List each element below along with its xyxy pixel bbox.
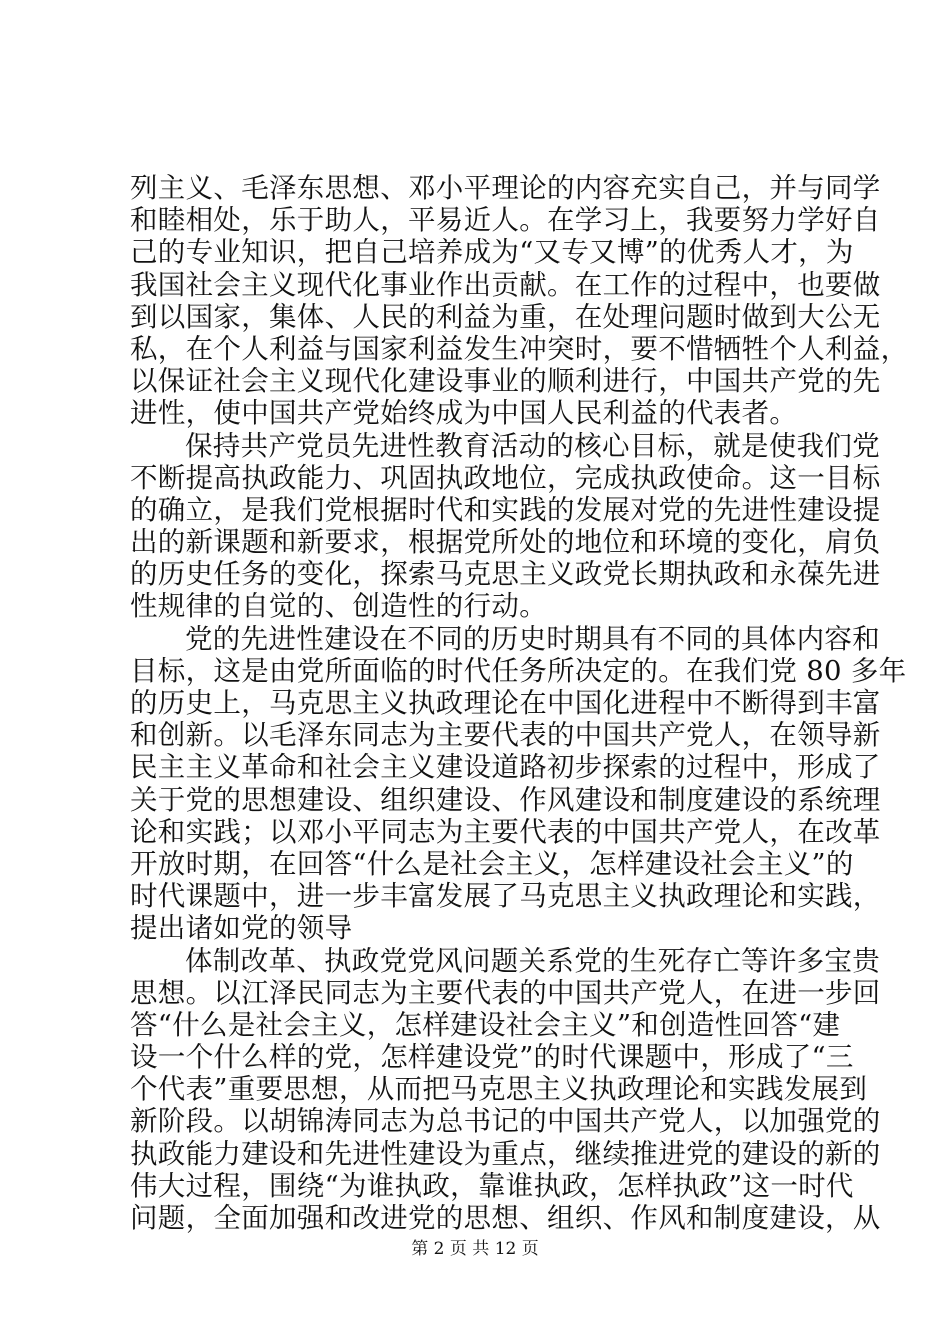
text-line: 提出诸如党的领导 bbox=[130, 912, 353, 945]
paragraph-3 bbox=[130, 622, 907, 945]
text-line: 的确立，是我们党根据时代和实践的发展对党的先进性建设提 bbox=[130, 493, 881, 526]
body-text bbox=[130, 172, 909, 1234]
text-line: 的历史上，马克思主义执政理论在中国化进程中不断得到丰富 bbox=[130, 687, 881, 719]
text-line: 答“什么是社会主义，怎样建设社会主义”和创造性回答“建 bbox=[130, 1008, 841, 1041]
text-line: 体制改革、执政党党风问题关系党的生死存亡等许多宝贵 bbox=[185, 944, 880, 977]
text-line: 设一个什么样的党，怎样建设党”的时代课题中，形成了“三 bbox=[130, 1041, 854, 1074]
text-line: 以保证社会主义现代化建设事业的顺利进行，中国共产党的先 bbox=[130, 365, 881, 398]
text-line: 关于党的思想建设、组织建设、作风建设和制度建设的系统理 bbox=[130, 783, 881, 816]
paragraph-2 bbox=[130, 429, 881, 623]
text-line: 开放时期，在回答“什么是社会主义，怎样建设社会主义”的 bbox=[130, 847, 854, 880]
text-line: 思想。以江泽民同志为主要代表的中国共产党人，在进一步回 bbox=[130, 976, 881, 1009]
page-number: 第 2 页 共 12 页 bbox=[411, 1239, 539, 1259]
text-line: 民主主义革命和社会主义建设道路初步探索的过程中，形成了 bbox=[130, 751, 881, 784]
text-line: 列主义、毛泽东思想、邓小平理论的内容充实自己，并与同学 bbox=[130, 172, 881, 204]
text-line: 的历史任务的变化，探索马克思主义政党长期执政和永葆先进 bbox=[130, 558, 881, 591]
page-footer bbox=[0, 1238, 950, 1260]
text-line: 出的新课题和新要求，根据党所处的地位和环境的变化，肩负 bbox=[130, 526, 881, 559]
paragraph-4 bbox=[130, 944, 881, 1235]
text-line: 执政能力建设和先进性建设为重点，继续推进党的建设的新的 bbox=[130, 1137, 881, 1170]
text-line: 性规律的自觉的、创造性的行动。 bbox=[130, 590, 547, 623]
text-line: 到以国家，集体、人民的利益为重，在处理问题时做到大公无 bbox=[130, 300, 881, 333]
text-line: 伟大过程，围绕“为谁执政，靠谁执政，怎样执政”这一时代 bbox=[130, 1169, 854, 1202]
text-line: 时代课题中，进一步丰富发展了马克思主义执政理论和实践， bbox=[130, 880, 881, 913]
text-line: 保持共产党员先进性教育活动的核心目标，就是使我们党 bbox=[185, 429, 880, 462]
text-line: 不断提高执政能力、巩固执政地位，完成执政使命。这一目标 bbox=[130, 461, 881, 494]
text-line: 进性，使中国共产党始终成为中国人民利益的代表者。 bbox=[130, 397, 798, 430]
text-line: 我国社会主义现代化事业作出贡献。在工作的过程中，也要做 bbox=[130, 268, 881, 301]
text-line: 私，在个人利益与国家利益发生冲突时，要不惜牺牲个人利益， bbox=[130, 332, 909, 365]
text-line: 论和实践；以邓小平同志为主要代表的中国共产党人，在改革 bbox=[130, 815, 881, 848]
text-line: 个代表”重要思想，从而把马克思主义执政理论和实践发展到 bbox=[130, 1073, 868, 1106]
text-line: 党的先进性建设在不同的历史时期具有不同的具体内容和 bbox=[185, 622, 880, 655]
paragraph-1 bbox=[130, 172, 909, 430]
text-line: 目标，这是由党所面临的时代任务所决定的。在我们党 80 多年 bbox=[130, 654, 907, 687]
text-line: 新阶段。以胡锦涛同志为总书记的中国共产党人，以加强党的 bbox=[130, 1105, 881, 1138]
text-line: 己的专业知识，把自己培养成为“又专又博”的优秀人才，为 bbox=[130, 236, 854, 269]
text-line: 问题，全面加强和改进党的思想、组织、作风和制度建设，从 bbox=[130, 1202, 881, 1234]
text-line: 和创新。以毛泽东同志为主要代表的中国共产党人，在领导新 bbox=[130, 719, 881, 752]
text-line: 和睦相处，乐于助人，平易近人。在学习上，我要努力学好自 bbox=[130, 204, 881, 237]
